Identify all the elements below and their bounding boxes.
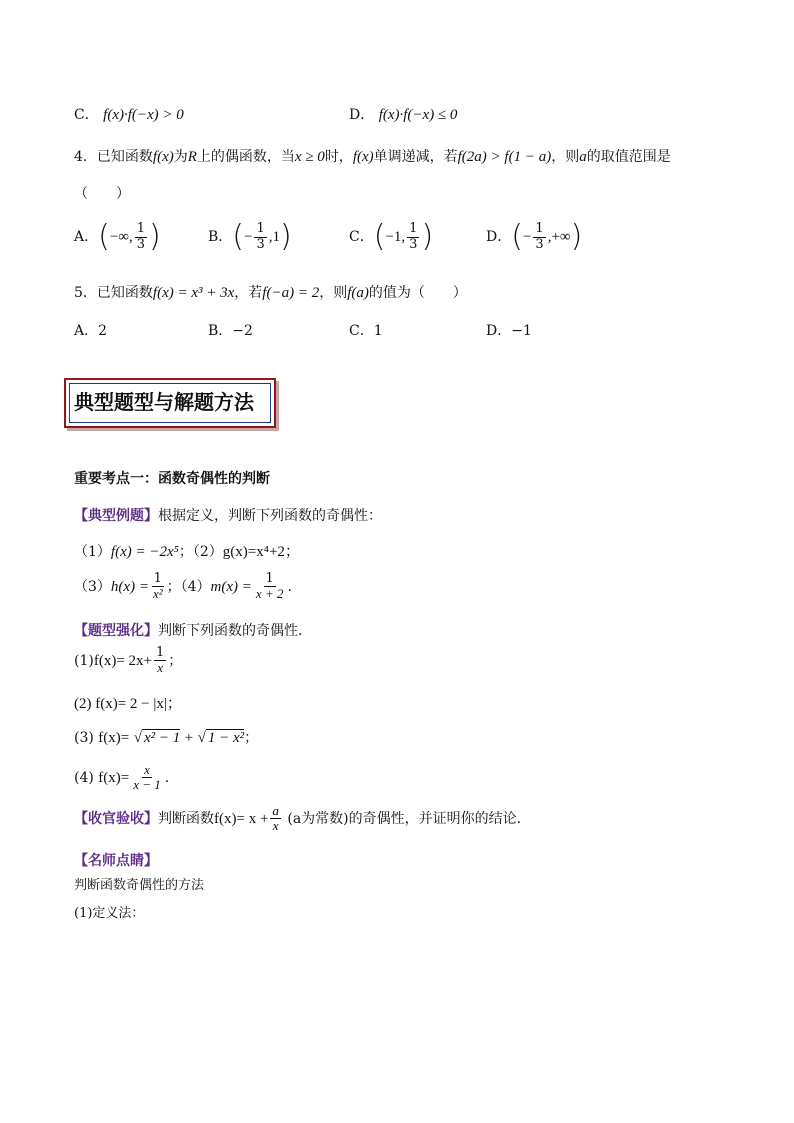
paren-right: ) [570, 219, 583, 254]
text: ，若 [234, 285, 263, 301]
math: f(x)= 2x+ [93, 652, 152, 669]
text: 判断下列函数的奇偶性． [158, 623, 312, 639]
paren-left: ( [373, 219, 386, 254]
paren-right: ) [421, 219, 434, 254]
plus-sign: + [184, 730, 194, 746]
paren-right: ) [149, 219, 161, 254]
reinforce-item-1 [74, 646, 182, 676]
paren-right: ) [280, 219, 292, 254]
numerator: 1 [265, 571, 274, 586]
typical-example-header [74, 505, 382, 525]
math: h(x) = [110, 578, 149, 595]
text: 根据定义，判断下列函数的奇偶性： [158, 508, 382, 524]
text: 4．已知函数 [74, 149, 153, 165]
fraction [151, 572, 165, 602]
denominator: x² [152, 586, 163, 602]
math: ,+∞ [547, 229, 571, 245]
math: f(x) [352, 149, 374, 165]
math: f(x)= x + [214, 810, 269, 827]
text: 上的偶函数，当 [196, 149, 295, 165]
text: ； [168, 652, 183, 669]
fraction [254, 222, 266, 252]
denominator: 3 [409, 236, 418, 252]
reinforce-item-2: (2) f(x)= 2 − |x|； [74, 696, 182, 712]
fraction [135, 222, 147, 252]
numerator: 1 [153, 571, 162, 586]
text: （3） [74, 578, 111, 595]
reinforce-item-3 [74, 727, 258, 747]
denominator: x [272, 818, 279, 834]
text: (1) [74, 652, 94, 669]
q4-option-c [349, 219, 434, 254]
fraction [254, 572, 286, 602]
math: m(x) = [210, 578, 252, 595]
tag-label: 【收官验收】 [74, 810, 158, 827]
radicand: x² − 1 [143, 730, 181, 746]
q5-option-d: D．−1 [486, 323, 532, 339]
paren-left: ( [232, 219, 245, 254]
q5-option-a: A．2 [74, 323, 108, 339]
text: （1） [74, 544, 111, 560]
question-4-paren: （ ） [74, 186, 130, 202]
text: 时， [324, 149, 353, 165]
math: f(a) [347, 285, 369, 301]
denominator: 3 [136, 236, 146, 252]
text: 的值为（ ） [368, 285, 467, 301]
denominator: x − 1 [133, 777, 161, 793]
tips-header: 【名师点睛】 [74, 853, 158, 869]
question-5-stem [74, 282, 467, 302]
option-label: C． [74, 107, 99, 123]
fraction [407, 222, 419, 252]
q4-option-a [74, 219, 161, 254]
question-4-stem [74, 146, 671, 166]
radicand: 1 − x² [207, 730, 245, 746]
text: (a为常数)的奇偶性，并证明你的结论． [287, 810, 531, 827]
math: −∞, [109, 229, 133, 245]
math: g(x)=x⁴+2； [222, 544, 300, 560]
math: f(−a) = 2 [262, 285, 320, 301]
numerator: 1 [256, 221, 265, 237]
q4-option-d [486, 219, 583, 254]
math: f(x) [152, 149, 174, 165]
text: 的取值范围是 [586, 149, 671, 165]
numerator: a [272, 803, 279, 818]
numerator: 1 [409, 221, 418, 237]
text: 5．已知函数 [74, 285, 153, 301]
option-label: B． [208, 229, 233, 245]
q3-option-c [74, 104, 184, 124]
text: 判断函数 [158, 810, 214, 827]
denominator: x [157, 660, 164, 676]
math: a [579, 149, 587, 165]
math: R [187, 149, 197, 165]
option-label: C． [349, 229, 374, 245]
section-title: 典型题型与解题方法 [74, 390, 254, 414]
option-label: D． [349, 107, 375, 123]
text: 单调递减，若 [373, 149, 458, 165]
denominator: 3 [535, 236, 544, 252]
tips-line-2: (1)定义法： [74, 906, 145, 921]
text: 为 [173, 149, 188, 165]
q3-option-d [349, 104, 457, 124]
text: ； [244, 730, 259, 746]
math: f(x)= [98, 730, 130, 746]
q5-option-b: B．−2 [208, 323, 253, 339]
tag-label: 【典型例题】 [74, 508, 158, 524]
text: ；（2） [178, 544, 223, 560]
option-label: D． [486, 229, 512, 245]
text: (3) [74, 730, 94, 746]
numerator: 1 [535, 221, 544, 237]
text: . [164, 769, 170, 786]
math: f(x) = −2x⁵ [110, 544, 179, 560]
text: ；（4） [166, 578, 211, 595]
tag-label: 【题型强化】 [74, 623, 158, 639]
numerator: x [144, 762, 150, 777]
option-expr: f(x)·f(−x) > 0 [103, 107, 184, 123]
numerator: 1 [136, 221, 146, 237]
numerator: 1 [156, 645, 165, 660]
paren-left: ( [98, 219, 110, 254]
math: ,1 [268, 229, 281, 245]
text: (4) [74, 769, 94, 786]
fraction [533, 222, 545, 252]
fraction [270, 804, 281, 834]
example-line-1 [74, 540, 300, 561]
option-label: A． [74, 229, 99, 245]
math: − [522, 229, 532, 245]
sqrt-sign: √ [133, 730, 142, 746]
math: f(2a) > f(1 − a) [457, 149, 552, 165]
tips-line-1: 判断函数奇偶性的方法 [74, 878, 205, 893]
math: f(x) = x³ + 3x [152, 285, 235, 301]
q5-option-c: C．1 [349, 323, 383, 339]
math: − [244, 229, 253, 245]
paren-left: ( [511, 219, 523, 254]
reinforce-header [74, 620, 312, 640]
fraction [131, 763, 163, 793]
sqrt-sign: √ [197, 730, 206, 746]
text: . [287, 578, 292, 595]
denominator: 3 [256, 236, 265, 252]
math: f(x)= [98, 769, 130, 786]
reinforce-item-4 [74, 763, 169, 793]
fraction [154, 646, 166, 676]
text: ，则 [551, 149, 580, 165]
math: x ≥ 0 [294, 149, 325, 165]
option-expr: f(x)·f(−x) ≤ 0 [378, 107, 458, 123]
denominator: x + 2 [255, 586, 284, 602]
q4-option-b [208, 219, 292, 254]
text: ，则 [319, 285, 348, 301]
example-line-2 [74, 572, 292, 602]
key-point-title: 重要考点一：函数奇偶性的判断 [74, 471, 270, 487]
harvest-line [74, 804, 531, 834]
math: −1, [385, 229, 406, 245]
